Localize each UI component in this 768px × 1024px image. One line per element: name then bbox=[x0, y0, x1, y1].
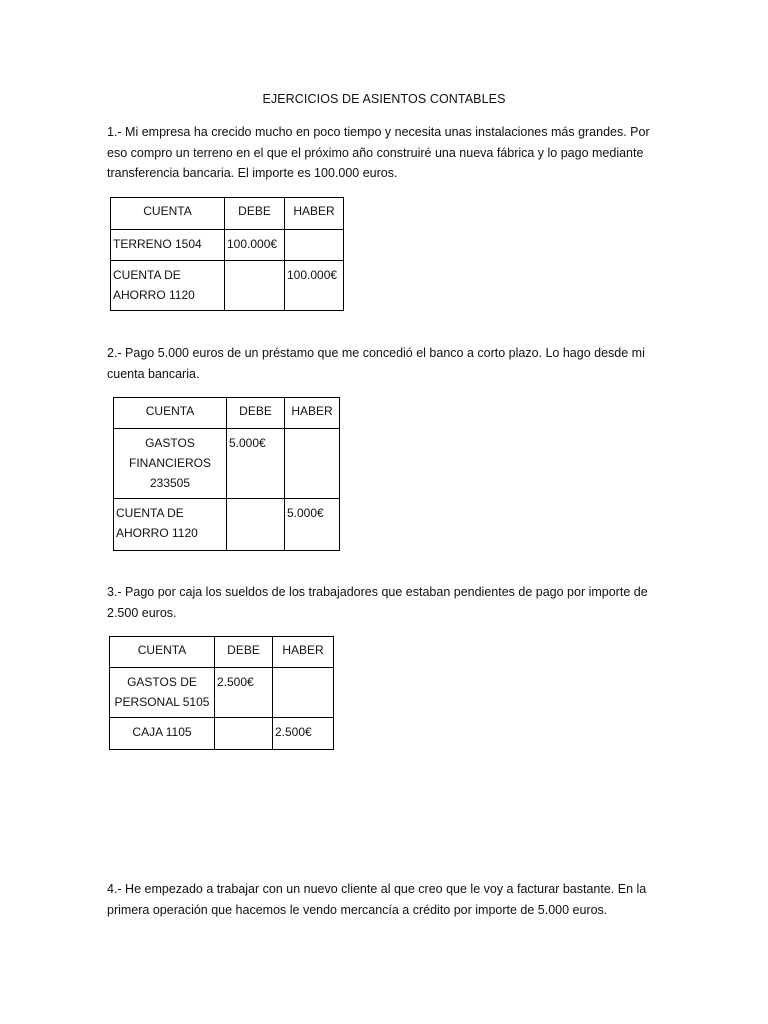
cell-cuenta bbox=[114, 499, 227, 551]
exercise-1-line: 1.- Mi empresa ha crecido mucho en poco tiempo y necesita unas instalaciones más grandes. Por bbox=[107, 125, 650, 139]
cell-debe: 2.500€ bbox=[215, 668, 273, 718]
exercise-4-line: 4.- He empezado a trabajar con un nuevo cliente al que creo que le voy a facturar bastante. En la bbox=[107, 882, 647, 896]
cell-cuenta bbox=[111, 230, 225, 261]
document-title: EJERCICIOS DE ASIENTOS CONTABLES bbox=[262, 92, 506, 106]
table-row bbox=[111, 230, 344, 261]
table-row bbox=[110, 668, 334, 718]
cell-debe bbox=[227, 499, 285, 551]
table-row bbox=[114, 429, 340, 499]
exercise-2-line: 2.- Pago 5.000 euros de un préstamo que me concedió el banco a corto plazo. Lo hago desde mi bbox=[107, 346, 645, 360]
cuenta-line: GASTOS DE bbox=[127, 675, 197, 689]
exercise-1-line: eso compro un terreno en el que el próximo año construiré una nueva fábrica y lo pago mediante bbox=[107, 145, 644, 160]
exercise-1-line: transferencia bancaria. El importe es 100.000 euros. bbox=[107, 166, 398, 180]
table-header-row bbox=[114, 398, 340, 429]
exercise-4-line: primera operación que hacemos le vendo mercancía a crédito por importe de 5.000 euros. bbox=[107, 902, 608, 917]
exercise-1-statement bbox=[107, 122, 667, 184]
cell-haber bbox=[285, 230, 344, 261]
exercise-2-line: cuenta bancaria. bbox=[107, 366, 200, 381]
header-haber: HABER bbox=[285, 198, 344, 230]
cuenta-line: AHORRO 1120 bbox=[116, 526, 198, 540]
header-debe: DEBE bbox=[227, 398, 285, 429]
table-row bbox=[110, 718, 334, 750]
exercise-2-journal-table bbox=[113, 397, 340, 551]
cell-cuenta bbox=[110, 718, 215, 750]
cuenta-line: PERSONAL 5105 bbox=[114, 695, 210, 709]
cell-haber bbox=[285, 429, 340, 499]
cell-haber bbox=[273, 668, 334, 718]
cell-cuenta bbox=[111, 261, 225, 311]
header-cuenta: CUENTA bbox=[110, 637, 215, 668]
cell-haber: 5.000€ bbox=[285, 499, 340, 551]
header-debe: DEBE bbox=[225, 198, 285, 230]
cell-debe: 100.000€ bbox=[225, 230, 285, 261]
exercise-1-journal-table bbox=[110, 197, 344, 311]
cuenta-line: 233505 bbox=[149, 476, 191, 490]
table-header-row bbox=[111, 198, 344, 230]
header-debe: DEBE bbox=[215, 637, 273, 668]
header-cuenta: CUENTA bbox=[114, 398, 227, 429]
header-haber: HABER bbox=[273, 637, 334, 668]
table-row bbox=[111, 261, 344, 311]
cell-debe bbox=[215, 718, 273, 750]
cuenta-line: FINANCIEROS bbox=[128, 456, 211, 470]
exercise-3-journal-table bbox=[109, 636, 334, 750]
header-cuenta: CUENTA bbox=[111, 198, 225, 230]
cuenta-line: AHORRO 1120 bbox=[113, 288, 195, 302]
exercise-3-statement bbox=[107, 582, 667, 623]
cell-cuenta bbox=[110, 668, 215, 718]
cell-haber: 100.000€ bbox=[285, 261, 344, 311]
table-row bbox=[114, 499, 340, 551]
cell-cuenta bbox=[114, 429, 227, 499]
exercise-2-statement bbox=[107, 343, 667, 384]
header-haber: HABER bbox=[285, 398, 340, 429]
cell-debe bbox=[225, 261, 285, 311]
exercise-4-statement bbox=[107, 879, 667, 920]
cuenta-line: CUENTA DE bbox=[113, 268, 181, 282]
cuenta-line: CAJA 1105 bbox=[132, 725, 192, 739]
cell-haber: 2.500€ bbox=[273, 718, 334, 750]
exercise-3-line: 2.500 euros. bbox=[107, 605, 177, 620]
exercise-3-line: 3.- Pago por caja los sueldos de los trabajadores que estaban pendientes de pago por importe de bbox=[107, 585, 648, 599]
cuenta-line: TERRENO 1504 bbox=[113, 237, 202, 251]
cell-debe: 5.000€ bbox=[227, 429, 285, 499]
table-header-row bbox=[110, 637, 334, 668]
cuenta-line: CUENTA DE bbox=[116, 506, 184, 520]
cuenta-line: GASTOS bbox=[145, 436, 195, 450]
